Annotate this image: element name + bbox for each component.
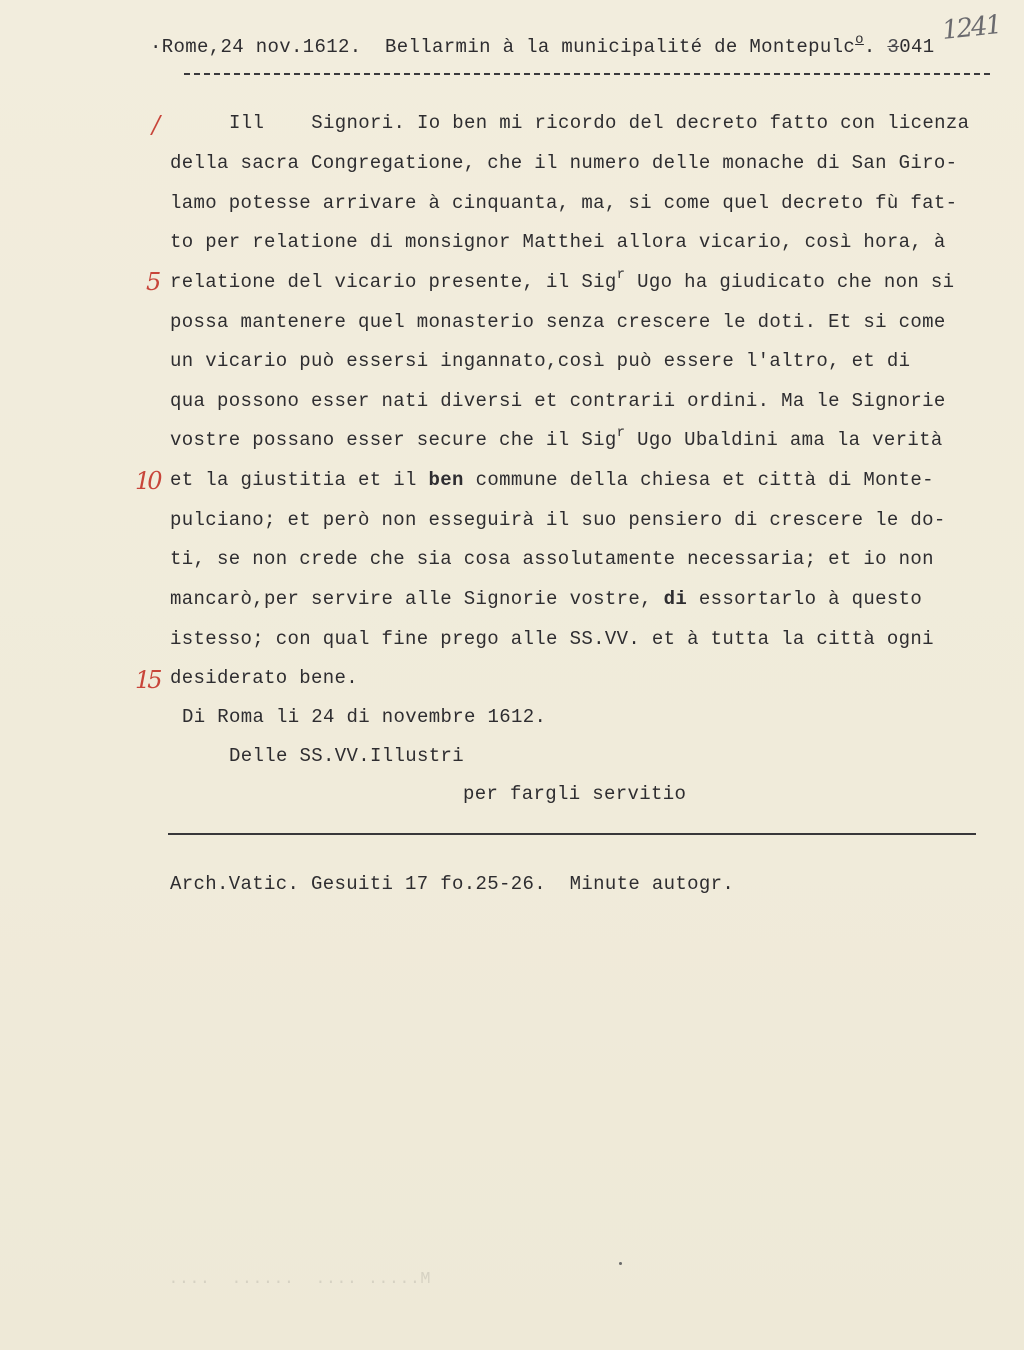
body-line-7: un vicario può essersi ingannato,così può essere l'altro, et di [170,350,911,372]
handwritten-folio: 1241 [940,10,1002,46]
body-line-15: desiderato bene. [170,667,359,689]
stray-mark [619,1262,622,1265]
body-line-5a: relatione del vicario presente, il Sig [170,271,617,293]
body-line-13b: essortarlo à questo [687,588,923,610]
header-dashed-rule [184,73,990,75]
body-line-2: della sacra Congregatione, che il numero delle monache di San Giro- [170,152,958,174]
superscript-r-1: r [616,267,626,283]
body-line-8: qua possono esser nati diversi et contrarii ordini. Ma le Signorie [170,390,946,412]
body-line-10a: et la giustitia et il [170,469,429,491]
body-line-12: ti, se non crede che sia cosa assolutamente necessaria; et io non [170,548,934,570]
header-text: Rome,24 nov.1612. Bellarmin à la municipalité de Montepulc [161,36,856,58]
body-line-13a: mancarò,per servire alle Signorie vostre, [170,588,664,610]
body-line-5b: Ugo ha giudicato che non si [625,271,955,293]
body-line-10-ben: ben [428,469,464,491]
body-line-3: lamo potesse arrivare à cinquanta, ma, si come quel decreto fù fat- [170,192,958,214]
source-note: Arch.Vatic. Gesuiti 17 fo.25-26. Minute autogr. [170,873,735,895]
body-line-5 [170,267,955,293]
body-line-14: istesso; con qual fine prego alle SS.VV. et à tutta la città ogni [170,628,934,650]
body-line-1: Ill Signori. Io ben mi ricordo del decreto fatto con licenza [229,112,970,134]
body-line-10 [170,469,934,491]
body-line-9a: vostre possano esser secure che il Sig [170,429,617,451]
signoff: per fargli servitio [463,783,687,805]
header-superscript: o [855,32,864,48]
footer-rule [168,833,976,835]
salutation: Delle SS.VV.Illustri [229,745,465,767]
superscript-r-2: r [616,425,626,441]
body-line-9 [170,425,943,451]
body-line-4: to per relatione di monsignor Matthei allora vicario, così hora, à [170,231,946,253]
header-bullet: · [150,36,162,58]
header-trailer: . [863,36,876,58]
body-line-9b: Ugo Ubaldini ama la verità [625,429,943,451]
header-line [150,32,935,58]
line-number-1: / [152,111,161,139]
body-line-6: possa mantenere quel monasterio senza crescere le doti. Et si come [170,311,946,333]
line-number-5: 5 [146,268,162,296]
body-line-11: pulciano; et però non esseguirà il suo pensiero di crescere le do- [170,509,946,531]
body-line-13-di: di [663,588,688,610]
line-number-10: 10 [135,467,160,495]
folio-typed: 041 [899,36,935,58]
bleed-through-text: M..... .... ...... .... [168,1270,431,1289]
folio-struck: 3 [887,36,900,58]
date-line: Di Roma li 24 di novembre 1612. [182,706,547,728]
body-line-10b: commune della chiesa et città di Monte- [463,469,934,491]
line-number-15: 15 [135,666,160,694]
body-line-13 [170,588,922,610]
